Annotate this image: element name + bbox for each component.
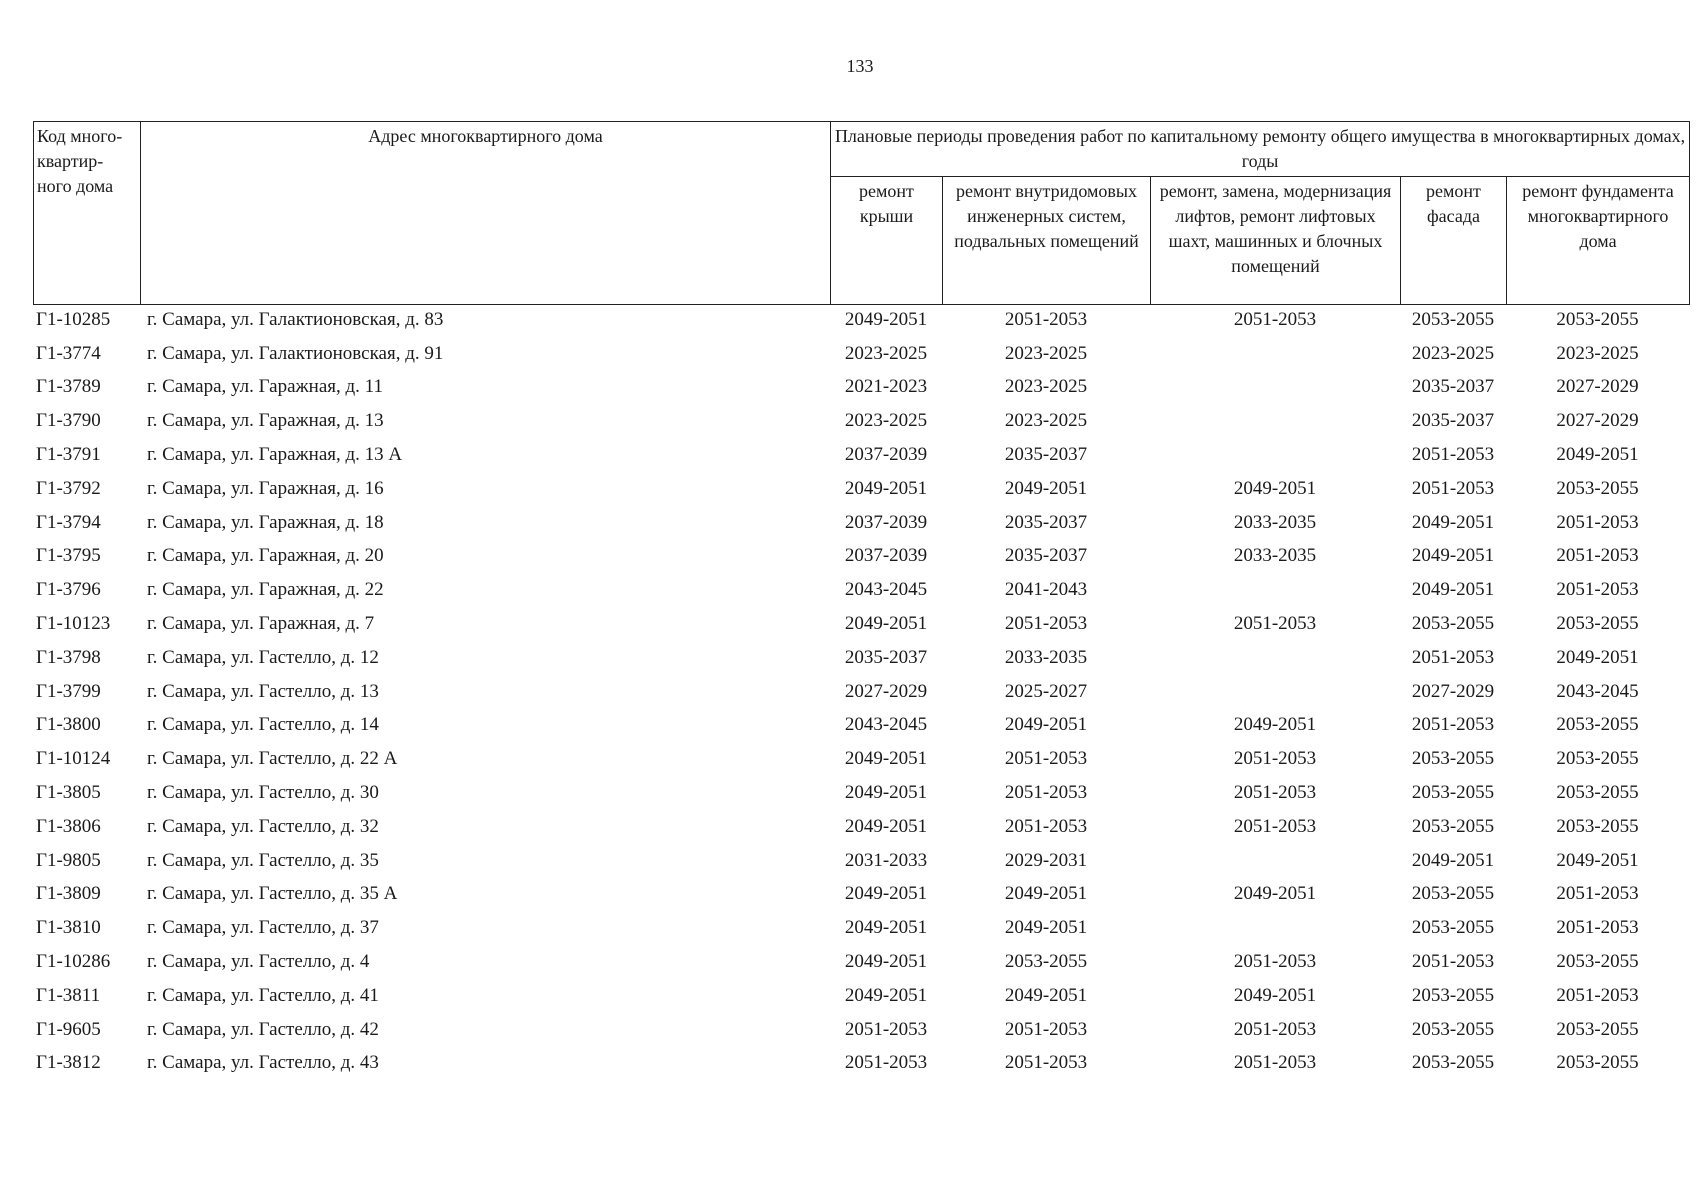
table-row [33,1013,1689,1047]
cell-systems: 2051-2053 [1004,1052,1088,1074]
page-number: 133 [846,56,874,76]
cell-facade: 2051-2053 [1411,714,1495,736]
cell-address: г. Самара, ул. Гаражная, д. 16 [147,477,384,499]
cell-address: г. Самара, ул. Гаражная, д. 7 [147,613,375,635]
cell-systems: 2051-2053 [1004,748,1088,770]
table-row [33,506,1689,540]
cell-foundation: 2053-2055 [1556,782,1639,804]
cell-facade: 2049-2051 [1411,545,1495,567]
cell-foundation: 2043-2045 [1556,680,1639,702]
cell-foundation: 2027-2029 [1556,410,1639,432]
cell-roof: 2049-2051 [844,883,928,905]
cell-code: Г1-9605 [36,1018,101,1040]
table-row [33,742,1689,776]
cell-roof: 2049-2051 [844,477,928,499]
cell-foundation: 2053-2055 [1556,613,1639,635]
cell-roof: 2043-2045 [844,579,928,601]
cell-roof: 2035-2037 [844,646,928,668]
cell-code: Г1-10285 [36,308,111,330]
cell-address: г. Самара, ул. Гаражная, д. 22 [147,579,384,601]
cell-roof: 2037-2039 [844,444,928,466]
cell-systems: 2049-2051 [1004,883,1088,905]
cell-foundation: 2049-2051 [1556,444,1639,466]
cell-facade: 2049-2051 [1411,579,1495,601]
cell-systems: 2029-2031 [1004,849,1088,871]
table-row [33,337,1689,371]
cell-roof: 2049-2051 [844,613,928,635]
cell-systems: 2023-2025 [1004,410,1088,432]
cell-roof: 2049-2051 [844,917,928,939]
cell-code: Г1-3810 [36,917,101,939]
cell-systems: 2023-2025 [1004,342,1088,364]
cell-elevators: 2051-2053 [1233,748,1317,770]
cell-systems: 2051-2053 [1004,815,1088,837]
cell-foundation: 2053-2055 [1556,714,1639,736]
cell-elevators: 2049-2051 [1233,883,1317,905]
cell-code: Г1-10286 [36,951,111,973]
cell-facade: 2053-2055 [1411,1052,1495,1074]
cell-code: Г1-3806 [36,815,101,837]
cell-foundation: 2053-2055 [1556,1018,1639,1040]
header-periods: Плановые периоды проведения работ по капитальному ремонту общего имущества в многоквартирных домах, годы [831,122,1690,177]
cell-foundation: 2053-2055 [1556,308,1639,330]
cell-address: г. Самара, ул. Гаражная, д. 20 [147,545,384,567]
table-row [33,540,1689,574]
cell-elevators: 2051-2053 [1233,613,1317,635]
cell-facade: 2027-2029 [1411,680,1495,702]
header-address: Адрес многоквартирного дома [141,122,831,305]
cell-roof: 2049-2051 [844,308,928,330]
cell-elevators [1150,844,1400,878]
cell-elevators: 2051-2053 [1233,1052,1317,1074]
cell-address: г. Самара, ул. Гастелло, д. 37 [147,917,379,939]
table-row [33,911,1689,945]
cell-roof: 2051-2053 [844,1052,928,1074]
cell-address: г. Самара, ул. Галактионовская, д. 91 [147,342,444,364]
cell-systems: 2035-2037 [1004,444,1088,466]
data-table [33,303,1689,1080]
table-row [33,810,1689,844]
cell-foundation: 2053-2055 [1556,748,1639,770]
cell-elevators: 2049-2051 [1233,714,1317,736]
table-row [33,573,1689,607]
cell-facade: 2053-2055 [1411,1018,1495,1040]
table-row [33,844,1689,878]
table-row [33,371,1689,405]
cell-foundation: 2051-2053 [1556,917,1639,939]
header-facade: ремонт фасада [1401,177,1507,305]
cell-code: Г1-3811 [36,984,101,1006]
cell-facade: 2053-2055 [1411,815,1495,837]
cell-code: Г1-3795 [36,545,101,567]
cell-elevators [1150,337,1400,371]
cell-address: г. Самара, ул. Гастелло, д. 4 [147,951,370,973]
cell-facade: 2053-2055 [1411,782,1495,804]
cell-elevators [1150,911,1400,945]
cell-address: г. Самара, ул. Гастелло, д. 41 [147,984,379,1006]
cell-code: Г1-3792 [36,477,101,499]
cell-roof: 2049-2051 [844,951,928,973]
table-row [33,641,1689,675]
cell-roof: 2051-2053 [844,1018,928,1040]
cell-foundation: 2051-2053 [1556,883,1639,905]
cell-systems: 2049-2051 [1004,714,1088,736]
cell-roof: 2049-2051 [844,815,928,837]
cell-facade: 2053-2055 [1411,748,1495,770]
cell-address: г. Самара, ул. Гастелло, д. 42 [147,1018,379,1040]
cell-systems: 2025-2027 [1004,680,1088,702]
table-row [33,472,1689,506]
cell-roof: 2023-2025 [844,342,928,364]
cell-address: г. Самара, ул. Галактионовская, д. 83 [147,308,444,330]
cell-foundation: 2051-2053 [1556,579,1639,601]
cell-facade: 2049-2051 [1411,511,1495,533]
cell-address: г. Самара, ул. Гастелло, д. 43 [147,1052,379,1074]
cell-elevators: 2033-2035 [1233,511,1317,533]
table-row [33,878,1689,912]
cell-systems: 2051-2053 [1004,782,1088,804]
cell-address: г. Самара, ул. Гастелло, д. 35 А [147,883,398,905]
table-row [33,303,1689,337]
table-row [33,675,1689,709]
cell-address: г. Самара, ул. Гаражная, д. 11 [147,376,383,398]
table-row [33,1047,1689,1081]
cell-roof: 2031-2033 [844,849,928,871]
cell-code: Г1-9805 [36,849,101,871]
cell-code: Г1-3805 [36,782,101,804]
cell-facade: 2053-2055 [1411,883,1495,905]
cell-roof: 2021-2023 [844,376,928,398]
header-elevators: ремонт, замена, модернизация лифтов, ремонт лифтовых шахт, машинных и блочных помещений [1151,177,1401,305]
table-header [33,121,1690,305]
cell-systems: 2053-2055 [1004,951,1088,973]
cell-elevators: 2051-2053 [1233,1018,1317,1040]
cell-elevators: 2033-2035 [1233,545,1317,567]
cell-foundation: 2053-2055 [1556,815,1639,837]
cell-elevators [1150,404,1400,438]
cell-systems: 2035-2037 [1004,511,1088,533]
table-row [33,776,1689,810]
cell-address: г. Самара, ул. Гастелло, д. 13 [147,680,379,702]
cell-address: г. Самара, ул. Гастелло, д. 12 [147,646,379,668]
cell-code: Г1-10123 [36,613,111,635]
cell-systems: 2051-2053 [1004,308,1088,330]
cell-address: г. Самара, ул. Гаражная, д. 13 [147,410,384,432]
cell-elevators: 2051-2053 [1233,951,1317,973]
cell-code: Г1-3789 [36,376,101,398]
cell-elevators: 2051-2053 [1233,815,1317,837]
cell-systems: 2051-2053 [1004,1018,1088,1040]
cell-foundation: 2051-2053 [1556,511,1639,533]
cell-address: г. Самара, ул. Гастелло, д. 32 [147,815,379,837]
data-table-body [33,303,1689,1080]
cell-facade: 2023-2025 [1411,342,1495,364]
cell-foundation: 2051-2053 [1556,984,1639,1006]
cell-address: г. Самара, ул. Гастелло, д. 14 [147,714,379,736]
cell-code: Г1-3794 [36,511,101,533]
cell-roof: 2037-2039 [844,511,928,533]
cell-foundation: 2023-2025 [1556,342,1639,364]
header-code: Код много-квартир-ного дома [34,122,141,305]
cell-facade: 2049-2051 [1411,849,1495,871]
cell-elevators [1150,371,1400,405]
cell-address: г. Самара, ул. Гаражная, д. 13 А [147,444,403,466]
cell-systems: 2033-2035 [1004,646,1088,668]
cell-facade: 2053-2055 [1411,984,1495,1006]
cell-roof: 2049-2051 [844,748,928,770]
cell-foundation: 2027-2029 [1556,376,1639,398]
cell-elevators: 2049-2051 [1233,984,1317,1006]
cell-roof: 2027-2029 [844,680,928,702]
cell-address: г. Самара, ул. Гастелло, д. 35 [147,849,379,871]
cell-code: Г1-3774 [36,342,101,364]
cell-code: Г1-3798 [36,646,101,668]
cell-facade: 2051-2053 [1411,477,1495,499]
cell-facade: 2051-2053 [1411,444,1495,466]
cell-code: Г1-3812 [36,1052,101,1074]
cell-elevators [1150,675,1400,709]
cell-code: Г1-3790 [36,410,101,432]
cell-code: Г1-3799 [36,680,101,702]
cell-elevators [1150,438,1400,472]
cell-facade: 2051-2053 [1411,951,1495,973]
table-row [33,404,1689,438]
cell-foundation: 2053-2055 [1556,477,1639,499]
cell-facade: 2035-2037 [1411,376,1495,398]
cell-systems: 2049-2051 [1004,477,1088,499]
cell-facade: 2051-2053 [1411,646,1495,668]
cell-address: г. Самара, ул. Гастелло, д. 22 А [147,748,398,770]
cell-systems: 2041-2043 [1004,579,1088,601]
table-row [33,607,1689,641]
table-row [33,709,1689,743]
cell-roof: 2049-2051 [844,984,928,1006]
cell-foundation: 2049-2051 [1556,849,1639,871]
cell-code: Г1-3800 [36,714,101,736]
table-row [33,438,1689,472]
cell-code: Г1-3809 [36,883,101,905]
header-roof: ремонт крыши [831,177,943,305]
header-systems: ремонт внутридомовых инженерных систем, подвальных помещений [943,177,1151,305]
cell-roof: 2023-2025 [844,410,928,432]
cell-code: Г1-3791 [36,444,101,466]
cell-roof: 2037-2039 [844,545,928,567]
cell-elevators [1150,573,1400,607]
cell-systems: 2023-2025 [1004,376,1088,398]
cell-systems: 2049-2051 [1004,984,1088,1006]
cell-elevators: 2051-2053 [1233,782,1317,804]
cell-foundation: 2053-2055 [1556,1052,1639,1074]
cell-facade: 2053-2055 [1411,613,1495,635]
cell-foundation: 2053-2055 [1556,951,1639,973]
cell-address: г. Самара, ул. Гастелло, д. 30 [147,782,379,804]
cell-systems: 2035-2037 [1004,545,1088,567]
cell-elevators [1150,641,1400,675]
cell-facade: 2053-2055 [1411,917,1495,939]
cell-facade: 2035-2037 [1411,410,1495,432]
table-row [33,979,1689,1013]
cell-elevators: 2051-2053 [1233,308,1317,330]
cell-roof: 2049-2051 [844,782,928,804]
cell-code: Г1-3796 [36,579,101,601]
cell-address: г. Самара, ул. Гаражная, д. 18 [147,511,384,533]
cell-facade: 2053-2055 [1411,308,1495,330]
cell-roof: 2043-2045 [844,714,928,736]
cell-foundation: 2049-2051 [1556,646,1639,668]
table-row [33,945,1689,979]
cell-code: Г1-10124 [36,748,111,770]
header-foundation: ремонт фундамента многоквартирного дома [1507,177,1690,305]
cell-foundation: 2051-2053 [1556,545,1639,567]
cell-systems: 2049-2051 [1004,917,1088,939]
cell-elevators: 2049-2051 [1233,477,1317,499]
cell-systems: 2051-2053 [1004,613,1088,635]
